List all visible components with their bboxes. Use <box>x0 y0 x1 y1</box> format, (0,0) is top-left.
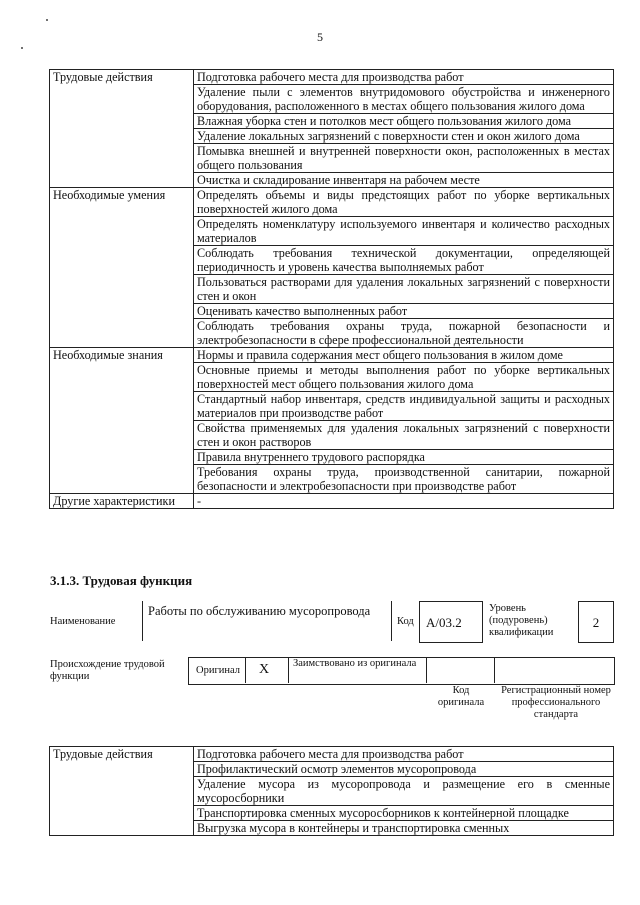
item-cell: - <box>194 494 614 509</box>
scan-speck <box>21 47 23 49</box>
item-cell: Стандартный набор инвентаря, средств индивидуальной защиты и расходных материалов при производстве работ <box>194 392 614 421</box>
category-cell: Другие характеристики <box>50 494 194 509</box>
item-cell: Требования охраны труда, производственной санитарии, пожарной безопасности и электробезопасности при производстве работ <box>194 465 614 494</box>
category-cell: Необходимые знания <box>50 348 194 494</box>
scan-speck <box>46 19 48 21</box>
table-row <box>50 494 614 509</box>
registration-caption: Регистрационный номер профессионального стандарта <box>501 685 611 720</box>
item-cell: Профилактический осмотр элементов мусоропровода <box>194 762 614 777</box>
category-cell: Необходимые умения <box>50 188 194 348</box>
origin-label: Происхождение трудовой функции <box>50 659 165 682</box>
item-cell: Подготовка рабочего места для производства работ <box>194 747 614 762</box>
item-cell: Определять объемы и виды предстоящих работ по уборке вертикальных поверхностей жилого дома <box>194 188 614 217</box>
level-box <box>578 601 614 643</box>
item-cell: Нормы и правила содержания мест общего пользования в жилом доме <box>194 348 614 363</box>
item-cell: Удаление мусора из мусоропровода и размещение его в сменные мусоросборники <box>194 777 614 806</box>
code-value: А/03.2 <box>426 615 462 630</box>
category-cell: Трудовые действия <box>50 747 194 836</box>
labor-actions-table <box>49 746 614 836</box>
item-cell: Пользоваться растворами для удаления локальных загрязнений с поверхности стен и окон <box>194 275 614 304</box>
item-cell: Оценивать качество выполненных работ <box>194 304 614 319</box>
origin-divider <box>494 657 495 683</box>
table-row <box>50 348 614 363</box>
item-cell: Свойства применяемых для удаления локальных загрязнений с поверхности стен и окон растворов <box>194 421 614 450</box>
labor-function-table <box>49 69 614 509</box>
function-name: Работы по обслуживанию мусоропровода <box>148 604 371 618</box>
code-label: Код <box>397 616 414 627</box>
item-cell: Выгрузка мусора в контейнеры и транспортировка сменных <box>194 821 614 836</box>
category-cell: Трудовые действия <box>50 70 194 188</box>
item-cell: Транспортировка сменных мусоросборников к контейнерной площадке <box>194 806 614 821</box>
item-cell: Определять номенклатуру используемого инвентаря и количество расходных материалов <box>194 217 614 246</box>
name-label: Наименование <box>50 616 116 627</box>
item-cell: Удаление локальных загрязнений с поверхности стен и окон жилого дома <box>194 129 614 144</box>
item-cell: Соблюдать требования технической документации, определяющей периодичность и уровень качества выполняемых работ <box>194 246 614 275</box>
level-label: Уровень (подуровень) квалификации <box>489 603 554 638</box>
section-title: 3.1.3. Трудовая функция <box>50 573 193 588</box>
item-cell: Подготовка рабочего места для производства работ <box>194 70 614 85</box>
origin-divider <box>245 657 246 683</box>
origin-divider <box>288 657 289 683</box>
table-row <box>50 188 614 217</box>
item-cell: Удаление пыли с элементов внутридомового обустройства и инженерного оборудования, расположенного в местах общего пользования жилого дома <box>194 85 614 114</box>
level-value: 2 <box>592 615 600 630</box>
item-cell: Основные приемы и методы выполнения работ по уборке вертикальных поверхностей мест общего пользования жилого дома <box>194 363 614 392</box>
item-cell: Очистка и складирование инвентаря на рабочем месте <box>194 173 614 188</box>
item-cell: Соблюдать требования охраны труда, пожарной безопасности и электробезопасности в сфере профессиональной деятельности <box>194 319 614 348</box>
code-box <box>419 601 483 643</box>
original-label: Оригинал <box>196 665 240 676</box>
item-cell: Правила внутреннего трудового распорядка <box>194 450 614 465</box>
origin-divider <box>426 657 427 683</box>
table-row <box>50 70 614 85</box>
table-row <box>50 747 614 762</box>
name-box <box>142 601 392 641</box>
item-cell: Помывка внешней и внутренней поверхности окон, расположенных в местах общего пользования <box>194 144 614 173</box>
original-mark: X <box>259 662 270 677</box>
item-cell: Влажная уборка стен и потолков мест общего пользования жилого дома <box>194 114 614 129</box>
borrowed-label: Заимствовано из оригинала <box>293 658 417 669</box>
page-number: 5 <box>317 30 323 44</box>
code-caption: Код оригинала <box>437 685 485 708</box>
